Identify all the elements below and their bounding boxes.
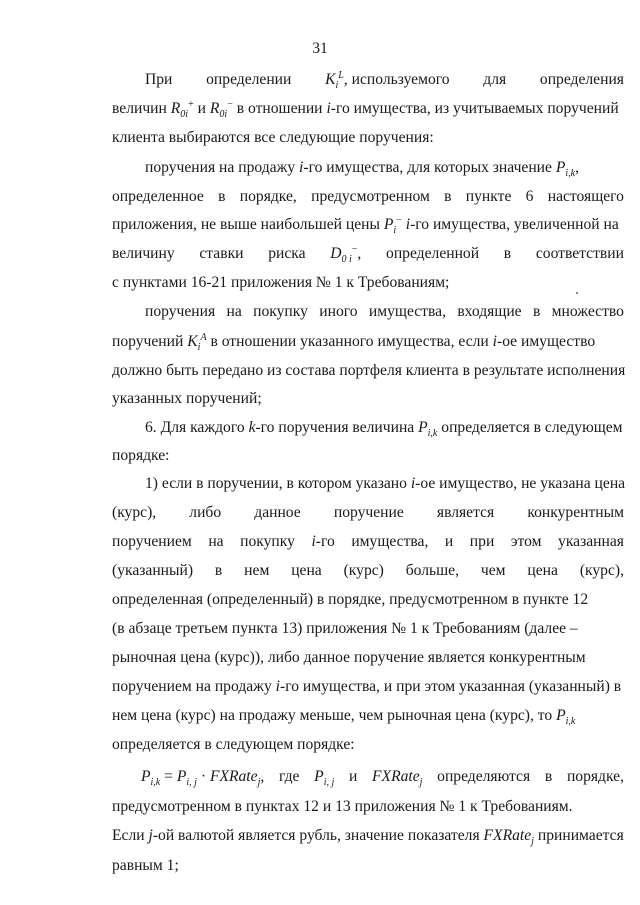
scan-speck [576,292,578,294]
text-line: поручением на продажу i-го имущества, и при этом указанная (указанный) в [112,678,622,695]
text-line: Если j-ой валютой является рубль, значение показателя FXRate$_j$ принимается [112,827,624,848]
text-line: рыночная цена (курс)), либо данное поручение является конкурентным [112,649,586,666]
text-line: (в абзаце третьем пункта 13) приложения № 1 к Требованиям (далее – [112,620,578,637]
text-line: с пунктами 16-21 приложения № 1 к Требованиям; [112,274,450,291]
text-line: нем цена (курс) на продажу меньше, чем рыночная цена (курс), то $P_{i,k}$ [112,707,576,728]
text-line: величин $R_{0i}^+$ и $R_{0i}^-$ в отношении i-го имущества, из учитываемых поручений [112,98,619,121]
text-line: определенное в порядке, предусмотренном в пункте 6 настоящего [112,188,624,205]
text-line: определяется в следующем порядке: [112,736,355,753]
page-number: 31 [312,40,328,57]
text-line: (указанный) в нем цена (курс) больше, чем цена (курс), [112,562,624,579]
text-line: поручением на покупку i-го имущества, и при этом указанная [112,533,624,550]
text-line: предусмотренном в пунктах 12 и 13 приложения № 1 к Требованиям. [112,798,573,815]
text-line: 6. Для каждого k-го поручения величина $P_{i,k}$ определяется в следующем [145,419,623,440]
formula-line: $P_{i,k} = P_{i, j}$ · FXRate$_j$, где $P_{i, j}$ и FXRate$_j$ определяются в порядке, [141,768,624,789]
text-line: порядке: [112,447,170,464]
text-line: поручения на продажу i-го имущества, для которых значение $P_{i,k}$, [145,159,580,180]
text-line: равным 1; [112,857,179,874]
text-line: определенная (определенный) в порядке, предусмотренном в пункте 12 [112,591,589,608]
text-line: клиента выбираются все следующие поручения: [112,129,434,146]
text-line: величину ставки риска $D_{0 i}^-$, определенной в соответствии [112,243,624,266]
text-line: (курс), либо данное поручение является конкурентным [112,504,624,521]
formula: $P_{i,k} = P_{i, j}$ · FXRate$_j$, [141,768,265,789]
text-line: должно быть передано из состава портфеля клиента в результате исполнения [112,362,626,379]
text-line: 1) если в поручении, в котором указано i-ое имущество, не указана цена [145,475,626,492]
text-line: приложения, не выше наибольшей цены $P_i^-$ i-го имущества, увеличенной на [112,214,619,237]
text-line: указанных поручений; [112,390,262,407]
text-line: поручения на покупку иного имущества, входящие в множество [145,303,624,320]
text-line: поручений $K_i^A$ в отношении указанного имущества, если i-ое имущество [112,331,596,354]
text-line: При определении $K_i^L$, используемого для определения [145,69,624,92]
